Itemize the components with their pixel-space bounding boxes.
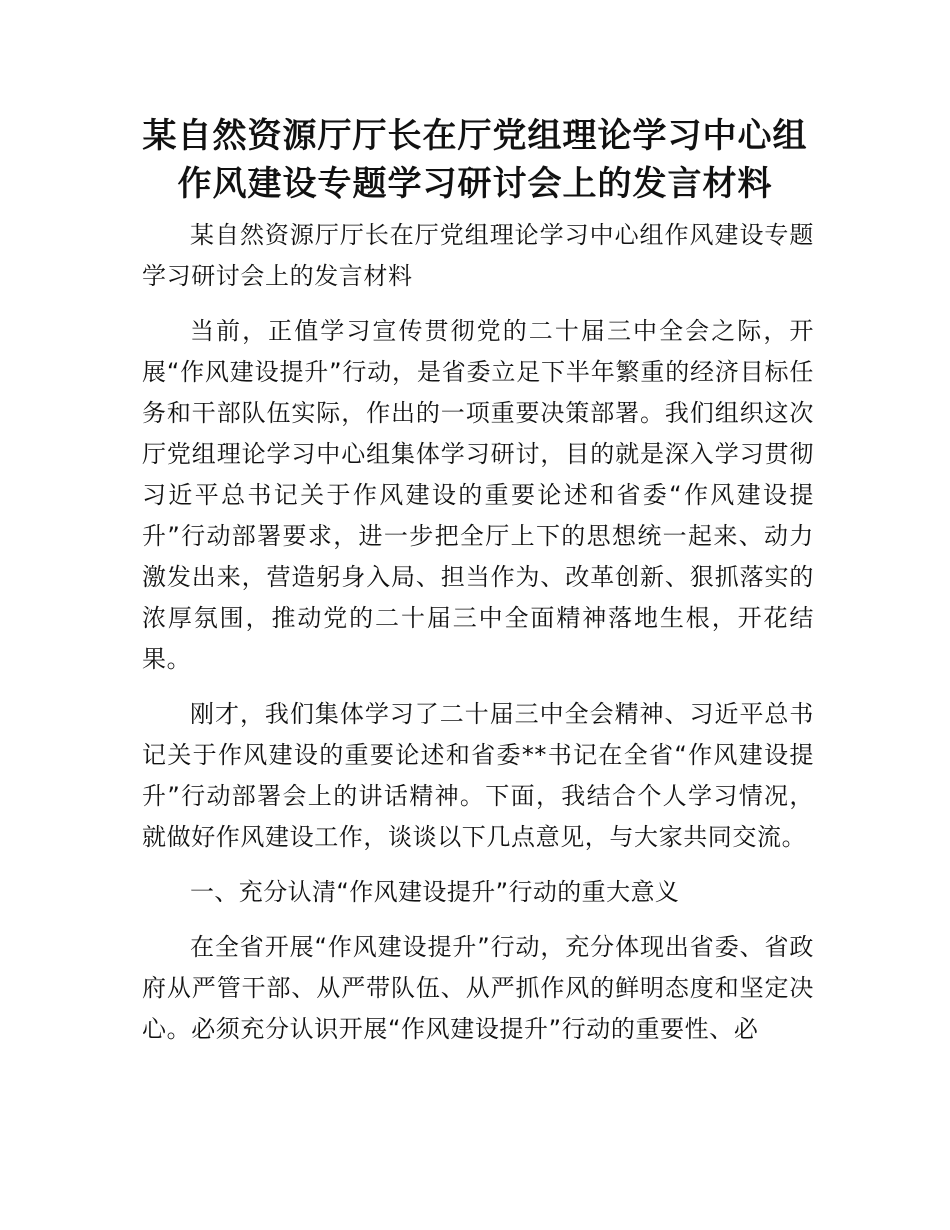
section-heading-1: 一、充分认清“作风建设提升”行动的重大意义	[190, 878, 680, 906]
paragraph-subtitle: 某自然资源厅厅长在厅党组理论学习中心组作风建设专题学习研讨会上的发言材料	[142, 221, 814, 290]
document-title: 某自然资源厅厅长在厅党组理论学习中心组作风建设专题学习研讨会上的发言材料	[142, 116, 808, 204]
paragraph-intro: 当前，正值学习宣传贯彻党的二十届三中全会之际，开展“作风建设提升”行动，是省委立足下半年繁重的经济目标任务和干部队伍实际，作出的一项重要决策部署。我们组织这次厅党组理论学习中心组集体学习研讨，目的就是深入学习贯彻习近平总书记关于作风建设的重要论述和省委“作风建设提升”行动部署要求，进一步把全厅上下的思想统一起来、动力激发出来，营造躬身入局、担当作为、改革创新、狠抓落实的浓厚氛围，推动党的二十届三中全面精神落地生根，开花结果。	[142, 317, 814, 673]
paragraph-section-1: 在全省开展“作风建设提升”行动，充分体现出省委、省政府从严管干部、从严带队伍、从严抓作风的鲜明态度和坚定决心。必须充分认识开展“作风建设提升”行动的重要性、必	[142, 933, 814, 1043]
document-body	[142, 215, 814, 1064]
paragraph-overview: 刚才，我们集体学习了二十届三中全会精神、习近平总书记关于作风建设的重要论述和省委**书记在全省“作风建设提升”行动部署会上的讲话精神。下面，我结合个人学习情况，就做好作风建设工作，谈谈以下几点意见，与大家共同交流。	[142, 700, 814, 851]
